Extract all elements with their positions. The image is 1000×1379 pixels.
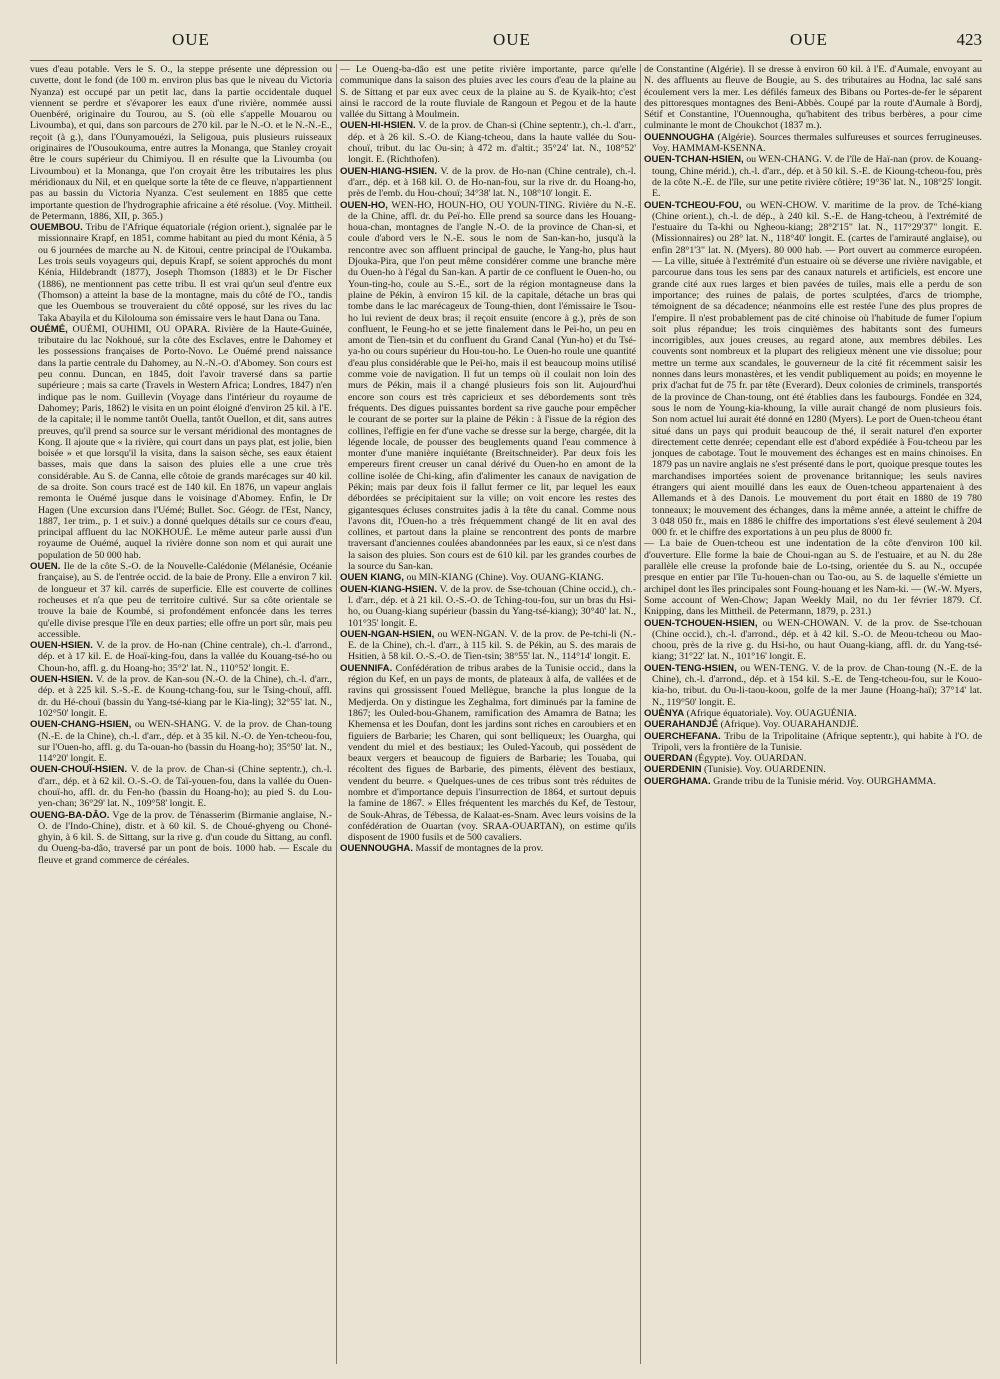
entry-text: ou MIN-KIANG (Chine). Voy. OUANG-KIANG. [406,572,604,584]
dictionary-entry [644,154,982,199]
entry-headword: OUEN-HO, [340,199,388,211]
entry-text: V. de la prov. de Sse-tchouan (Chine occid.), ch.-l. d'arr., dép. et à 21 kil. O.-S.-O. de Tching-tou-fou, sur un bras du Hsi-ho, ou Ouang-kiang supérieur (bassin du Yang-tsé-kiang); 30°40' lat. N., 101°35' longit. E. [348,583,636,629]
running-head-left: OUE [172,30,210,49]
entry-headword: OUEN-HIANG-HSIEN. [340,165,438,177]
dictionary-entry [340,663,636,844]
column-2 [340,64,636,1364]
entry-headword: OUERGHAMA. [644,775,711,787]
dictionary-entry [30,640,332,674]
entry-headword: OUEN-HI-HSIEN. [340,120,416,132]
entry-text: WEN-HO, HOUN-HO, OU YOUN-TING. Rivière du N.-E. de la Chine, affl. dr. du Peï-ho. Elle prend sa source dans les Houang-houa-chan, montagnes de l'angle N.-O. de la province de Chan-si, et coule d'abord vers le N.-E. sous le nom de San-kan-ho, jusqu'à la rencontre avec son affluent principal de gauche, le Yang-ho, plus haut Djouka-Pira, que l'on peut même considérer comme une branche mère du Ouen-ho à l'égal du San-kan. A partir de ce confluent le Ouen-ho, ou Youn-ting-ho, coule au S.-E., sort de la région montagneuse dans la plaine de Pékin, à environ 15 kil. de la capitale, détache un bras qui tombe dans le lac marécageux de Toung-thien, dont l'émissaire le Tsou-ho lui revient de deux bras; il reçoit ensuite (encore à g.), près de son confluent, le Feung-ho et se jette finalement dans le Peï-ho, un peu en amont de Tien-tsin et du confluent du Grand Canal (Yun-ho) et du Tsé-ya-ho ou cours supérieur du Hou-tou-ho. Le Ouen-ho roule une quantité d'eau plus considérable que le Peï-ho, mais il est beaucoup moins utilisé comme voie de navigation. Il fut un temps où il coulait non loin des murs de Pékin, mais il a changé plusieurs fois son lit. Aujourd'hui encore son cours est très capricieux et ses débordements sont très fréquents. Des digues puissantes bordent sa rive gauche pour empêcher le courant de se porter sur la plaine de Pékin : à l'issue de la région des collines, l'effigie en fer d'une vache se dresse sur la berge, chargée, dit la légende locale, de pousser des beuglements quand l'eau commence à monter d'une manière inquiétante (Breitschneider). Par deux fois les empereurs firent creuser un canal dérivé du Ouen-ho en amont de la colline isolée de Chi-king, afin d'alimenter les canaux de navigation de Pékin; mais par deux fois il fallut fermer ce lit, par lequel les eaux débordées se précipitaient sur la ville; on voit encore les restes des gigantesques écluses construites jadis à la tête du canal. Comme nous l'avons dit, l'Ouen-ho a très fréquemment changé de lit en aval des collines, et partout dans la plaine se rencontrent des ponts de marbre traversant d'anciennes coulées abandonnées par les eaux, si ce n'est dans la saison des pluies. Son cours est de 610 kil. par les grandes courbes de la source du San-kan. [348,199,636,573]
entry-headword: OUERDENIN [644,764,702,776]
dictionary-entry [644,731,982,754]
column-3 [644,64,982,1364]
dictionary-entry [30,324,332,561]
entry-text: — La baie de Ouen-tcheou est une indentation de la côte d'environ 100 kil. d'ouverture. Elle forme la baie de Choui-ngan au S. de l'estuaire, et au N. du 28e parallèle elle creuse la profonde baie de Lo-tsing, orientée du S. au N., occupée presque en entier par l'île Tu-houen-chan ou Tao-ou, au S. de laquelle s'émiette un archipel dont les îles principales sont Foung-houang et les Nam-ki. — (W.-W. Myers, Some account of Wen-Chow; Japan Weekly Mail, no du 1er février 1879. Cf. Knipping, dans les Mittheil. de Petermann, 1879, p. 231.) [644,538,982,618]
entry-headword: OUEN-CHOUÏ-HSIEN. [30,764,128,776]
entry-headword: OUEN-KIANG-HSIEN. [340,583,438,595]
entry-headword: OUEN. [30,561,61,573]
entry-text: (Algérie). Sources thermales sulfureuses et sources ferrugineuses. Voy. HAMMAM-KSENNA. [652,131,982,155]
dictionary-entry [644,708,982,719]
entry-text: V. de la prov. de Chan-si (Chine septentr.), ch.-l. d'arr., dép. et à 62 kil. O.-S.-O. de Taï-youen-fou, dans la vallée du Ouen-chouï-ho, affl. dr. du Fen-ho (bassin du Hoang-ho); au pied S. du Lou-yen-chan; 36°29' lat. N., 109°58' longit. E. [38,764,332,810]
page-number: 423 [956,30,982,49]
dictionary-entry [340,843,636,854]
entry-headword: OUEN-TENG-HSIEN, [644,662,737,674]
entry-headword: OUÉMÉ, [30,323,68,335]
dictionary-entry [644,132,982,155]
entry-text: ou WEN-NGAN. V. de la prov. de Pe-tchi-li (N.-E. de la Chine), ch.-l. d'arr., à 115 kil. S. de Pékin, au S. des marais de Hsitien, à 58 kil. O.-S.-O. de Tien-tsin; 38°55' lat. N., 114°14' longit. E. [348,628,636,663]
entry-headword: OUEN-TCHEOU-FOU, [644,199,742,211]
entry-headword: OUÈNYA [644,707,685,719]
entry-text: vues d'eau potable. Vers le S. O., la steppe présente une dépression ou cuvette, dont le fond (de 100 m. environ plus bas que le niveau du Victoria Nyanza) est occupé par un petit lac, dans la partie occidentale duquel viennent se perdre et s'évaporer les eaux d'une rivière, nommée aussi Ouenbéré, originaire du Tourou, au S. (où elle s'appelle Mouarou ou Livoumba), et qui, dans son parcours de 270 kil. par le N.-O. et le N.-N.-E., reçoit (à g.), dans l'Ounyamouézi, la Seligoua, puis plusieurs ruisseaux originaires de l'Ousoukouma, entre autres la Monanga, que Stanley croyait être le cours supérieur du Chimiyou. Il en résulte que la Livoumba (ou Livoumbou) et la Monanga, que l'on croyait être les tributaires les plus méridionaux du Nil, et en quelque sorte la tête de ce fleuve, n'appartiennent pas au bassin du Victoria Nyanza. C'est seulement en 1885 que cette importante question de l'hydrographie africaine a été résolue. (Voy. Mittheil. de Petermann, 1886, XII, p. 365.) [30,64,332,222]
dictionary-entry [644,776,982,787]
entry-text: Tribu de l'Afrique équatoriale (région orient.), signalée par le missionnaire Krapf, en 1851, comme habitant au pied du mont Kénia, à 5 ou 6 journées de marche au N. de Kitoui, centre principal de l'Oukamba. Les trois seuls voyageurs qui, depuis Krapf, se soient approchés du mont Kénia, Hildebrandt (1877), Joseph Thomson (1883) et le Dr Fischer (1886), ne mentionnent pas cette tribu. Il est vrai qu'un seul d'entre eux (Thomson) a atteint la base de la montagne, mais du côté de l'O., tandis que les Ouembous se trouveraient du côté opposé, sur les rives du lac Taka Abayila et du Kilolouma son émissaire vers le haut Dana ou Tana. [38,222,332,324]
entry-text: V. de la prov. de Kan-sou (N.-O. de la Chine), ch.-l. d'arr., dép. et à 225 kil. S.-S.-E. de Koung-tchang-fou, sur le Tsing-chouï, affl. dr. du Hé-chouï (bassin du Yang-tsé-kiang par le Kia-ling); 32°55' lat. N., 102°50' longit. E. [38,674,332,719]
entry-text: — Le Oueng-ba-dâo est une petite rivière importante, parce qu'elle communique dans la saison des pluies avec les cours d'eau de la plaine au S. de Sittang et par eux avec ceux de la plaine au S. de Kyaik-hto; c'est ainsi le raccord de la route fluviale de Rangoun et Pegou et de la haute vallée du Sittang à Moulmein. [340,64,636,121]
entry-text: de Constantine (Algérie). Il se dresse à environ 60 kil. à l'E. d'Aumale, envoyant au N. des affluents au fleuve de Bougie, au S. des tributaires au Hodna, lac salé sans écoulement vers la mer. Les défilés fameux des Bibans ou Portes-de-fer le séparent des pittoresques montagnes des Beni-Abbès. Coupé par la route d'Aumale à Bordj, Sétif et Constantine, l'Ouennougha, qu'habitent des tribus berbères, a pour cime culminante le mont de Choukchot (1837 m.). [644,64,982,132]
page-header [30,30,982,56]
dictionary-entry [340,572,636,583]
entry-continuation [644,64,982,132]
entry-headword: OUEN-CHANG-HSIEN, [30,719,132,731]
entry-text: Tribu de la Tripolitaine (Afrique septentr.), qui habite à l'O. de Tripoli, vers la frontière de la Tunisie. [652,730,982,753]
dictionary-entry [340,120,636,165]
entry-text: V. de la prov. de Chan-si (Chine septentr.), ch.-l. d'arr., dép. et à 26 kil. S.-O. de Kiang-tcheou, dans la haute vallée du Sou-chouï, tribut. du lac Ou-sin; à 472 m. d'altit.; 35°24' lat. N., 108°52' longit. E. (Richthofen). [348,120,636,166]
dictionary-entry [30,222,332,324]
entry-headword: OUEMBOU. [30,222,83,234]
dictionary-entry [30,561,332,640]
entry-headword: OUERAHANDJÉ [644,719,719,731]
entry-text: ou WEN-TENG. V. de la prov. de Chan-toung (N.-E. de la Chine), ch.-l. d'arrond., dép. et à 154 kil. S.-E. de Teng-tcheou-fou, sur le Kouo-kia-ho, tribut. du Ou-li-taou-koou, golfe de la mer Jaune (Hoang-haï); 37°14' lat. N., 119°50' longit. E. [652,662,982,708]
entry-text: ou WEN-SHANG. V. de la prov. de Chan-toung (N.-E. de la Chine), ch.-l. d'arr., dép. et à 35 kil. N.-O. de Yen-tcheou-fou, sur l'Ouen-ho, affl. g. du Ta-ouan-ho (bassin du Hoang-ho); 35°50' lat. N., 114°20' longit. E. [38,719,332,765]
column-divider-1 [336,64,337,1364]
column-divider-2 [640,64,641,1364]
entry-text: (Tunisie). Voy. OUARDENIN. [704,764,826,776]
entry-text: ou WEN-CHOWAN. V. de la prov. de Sse-tchouan (Chine occid.), ch.-l. d'arrond., dép. et à 42 kil. S.-O. de Meou-tcheou ou Mao-choou, près de la rive g. du Hsi-ho, ou haut Ouang-kiang, affl. dr. du Yang-tsé-kiang; 31°22' lat. N., 101°16' longit. E. [652,617,982,663]
entry-headword: OUEN-TCHAN-HSIEN, [644,154,744,166]
entry-headword: OUENNIFA. [340,662,393,674]
entry-headword: OUERCHEFANA. [644,730,721,742]
entry-text: ou WEN-CHANG. V. de l'île de Haï-nan (prov. de Kouang-toung, Chine mérid.), ch.-l. d'arr., dép. et à 50 kil. S.-E. de Kioung-tcheou-fou, près de la côte N.-E. de l'île, sur une petite rivière côtière; 19°36' lat. N., 108°25' longit. E. [652,154,982,200]
entry-text: Grande tribu de la Tunisie mérid. Voy. OURGHAMMA. [713,775,936,787]
dictionary-entry [30,810,332,866]
dictionary-entry [644,764,982,775]
dictionary-entry [340,166,636,200]
entry-text: Ile de la côte S.-O. de la Nouvelle-Calédonie (Mélanésie, Océanie française), au S. de l'entrée occid. de la baie de Prony. Elle a environ 7 kil. de longueur et 37 kil. carrés de superficie. Elle est couverte de collines rocheuses et n'a que peu de territoire cultivé. Sur sa côte orientale se trouve la baie de Koumbé, si profondément enfoncée dans les terres qu'elle divise presque l'île en deux parties; elle offre un port sûr, mais peu accessible. [38,561,332,640]
entry-text: ou WEN-CHOW. V. maritime de la prov. de Tché-kiang (Chine orient.), ch.-l. de dép., à 240 kil. S.-E. de Hang-tcheou, à l'extrémité de l'estuaire du Ta-khi ou Ngheou-kiang; 28°2'15" lat. N., 117°29'37" longit. E. (Missionnaires) ou 28° lat. N., 118°40' longit. E. (cartes de l'amirauté anglaise), ou enfin 28°1'3" lat. N. (Myers). 80 000 hab. — Port ouvert au commerce européen. — La ville, située à l'extrémité d'un estuaire où se déverse une rivière navigable, et parcourue dans tous les sens par des canaux naturels et artificiels, est encore une grande cité aux rues larges et bien pavées de tuiles, mais elle a perdu de son importance; des ruines de palais, de portes sculptées, d'arcs de triomphe, témoignent de sa décadence; néanmoins elle est restée l'une des plus propres de l'empire. Il n'est probablement pas de cité chinoise où l'habitude de fumer l'opium soit plus répandue; les trois cinquièmes des habitants sont des fumeurs incorrigibles, aux joues creuses, au regard atone, aux membres débiles. Les couvents sont nombreux et la plupart des religieux mènent une vie dissolue; pour mettre un terme aux scandales, le gouverneur de la cité fit récemment saisir les nonnes dans leurs monastères, et les vendit publiquement au poids; en moyenne le prix d'achat fut de 75 fr. par tête (Everard). Deux colonies de criminels, transportés de la province de Chan-toung, ont été établies dans les faubourgs. Fondée en 324, sous le nom de Young-kia-khoung, la ville aurait changé de nom plusieurs fois. Son nom actuel lui aurait été donné en 1280 (Myers). Le port de Ouen-tcheou étant situé dans un pays qui produit beaucoup de thé, il serait naturel d'en exporter directement cette denrée; cependant elle est d'abord expédiée à Fou-tcheou par les jonques de cabotage. Tout le mouvement des échanges est en mains chinoises. En 1879 pas un navire anglais ne s'est présenté dans le port, quoique presque toutes les marchandises importées soient de provenance britannique; les seuls navires étrangers qui aient mouillé dans les eaux de Ouen-tcheou appartenaient à des Allemands et à des Danois. Le mouvement du port était en 1880 de 19 780 tonneaux; le mouvement des échanges, dans la même année, a atteint le chiffre de 3 048 050 fr., mais en 1886 le chiffre des importations s'est élevé seulement à 204 000 fr. et le chiffre des exportations à un peu plus de 8000 fr. [652,199,982,539]
entry-continuation [644,538,982,617]
entry-headword: OUEN-HSIEN. [30,640,93,652]
entry-headword: OUENG-BA-DÂO. [30,809,110,821]
dictionary-entry [644,719,982,730]
entry-text: (Afrique). Voy. OUARAHANDJÉ. [720,719,859,731]
dictionary-entry [644,663,982,708]
dictionary-entry [340,629,636,663]
dictionary-entry [340,200,636,573]
entry-text: Vge de la prov. de Ténasserim (Birmanie anglaise, N.-O. de l'Indo-Chine), distr. et à 60 kil. S. de Choué-ghyeng ou Choné-ghyin, à 6 kil. S. de Sittang, sur la rive g. d'un coude du Sittang, au confl. du Oueng-ba-dâo, traversé par un pont de bois. 1000 hab. — Escale du fleuve et grand commerce de céréales. [38,809,332,866]
entry-text: V. de la prov. de Ho-nan (Chine centrale), ch.-l. d'arrond., dép. et à 17 kil. E. de Hoaï-king-fou, dans la vallée du Kouang-tsé-ho ou Choun-ho, affl. g. du Hoang-ho; 35°2' lat. N., 110°52' longit. E. [38,640,332,674]
dictionary-entry [30,674,332,719]
entry-text: Confédération de tribus arabes de la Tunisie occid., dans la région du Kef, en un pays de monts, de plateaux à alfa, de vallées et de ravins qui grossissent l'oued Mellègue, branche la plus longue de la Medjerda. On y distingue les Zeghalma, fort diminués par la famine de 1867; les Ouled-bou-Ghanem, ramification des Amamra de Batna; les Khemensa et les Doufan, dont les jardins sont riches en caroubiers et en figuiers de Barbarie; les Charen, qui sont belliqueux; les Ouargha, qui vendent du miel et des bestiaux; les Ouled-Yacoub, qui possèdent de beaux vergers et beaucoup de figuiers de Barbarie; les Touaba, qui récoltent des figues de Barbarie, des piments, élèvent des bestiaux, vendent du beurre. « Quelques-unes de ces tribus sont très réduites de nombre et d'importance depuis l'insurrection de 1864, et surtout depuis la famine de 1867. » Elles fréquentent les marchés du Kef, de Testour, de Souk-Ahras, de Tébessa, de Kalaat-es-Snam. Avec leurs voisins de la confédération de Ouartan (voy. SRAA-OUARTAN), on estime qu'ils disposent de 1900 fusils et de 500 cavaliers. [348,662,636,844]
dictionary-entry [644,753,982,764]
running-head-right: OUE [790,30,828,49]
dictionary-entry [340,584,636,629]
entry-headword: OUENNOUGHA. [340,843,414,855]
entry-headword: OUERDAN [644,753,693,765]
header-rule [30,60,982,61]
entry-headword: OUEN-NGAN-HSIEN, [340,628,435,640]
entry-text: V. de la prov. de Ho-nan (Chine centrale), ch.-l. d'arr., dép. et à 168 kil. O. de Ho-nan-fou, sur la rive dr. du Hoang-ho, près de l'emb. du Hou-chouï; 34°38' lat. N., 108°10' longit. E. [348,165,636,200]
entry-continuation [30,64,332,222]
entry-text: (Égypte). Voy. OUARDAN. [694,753,807,765]
entry-headword: OUEN KIANG, [340,572,404,584]
dictionary-entry [644,618,982,663]
entry-text: (Afrique équatoriale). Voy. OUAGUÉNIA. [686,707,857,719]
dictionary-entry [30,719,332,764]
entry-text: Massif de montagnes de la prov. [415,843,544,855]
column-1 [30,64,332,1364]
entry-text: OUÉMI, OUHIMI, OU OPARA. Rivière de la Haute-Guinée, tributaire du lac Nokhoué, sur la côte des Esclaves, entre le Dahomey et les possessions françaises de Porto-Novo. Le Ouémé prend naissance dans la partie centrale du Dahomey, au N.-N.-O. d'Abomey. Son cours est peu connu. Duncan, en 1845, doit l'avoir traversé dans sa partie supérieure ; mais sa carte (Travels in Western Africa; Londres, 1847) n'en indique pas le nom. Guillevin (Voyage dans l'intérieur du royaume de Dahomey; Paris, 1862) le visita en un point éloigné d'environ 25 kil. à l'E. de la capitale; il le nomme tantôt Ouella, tantôt Ouellon, et dit, sans autres preuves, qu'il prend sa source sur le versant méridional des montagnes de Kong. Il ajoute que « la rivière, qui court dans un pays plat, est jolie, bien boisée » et que lorsqu'il la visita, dans la saison sèche, ses eaux étaient basses, mais que dans la saison des pluies elle a une crue très considérable. Au S. de Canna, elle côtoie de grands marécages sur 40 kil. de sa droite. Son cours tracé est de 140 kil. En 1876, un vapeur anglais remonta le Ouémé jusque dans le voisinage d'Abomey. Enfin, le Dr Hagen (Une excursion dans l'Uémé; Bullet. Soc. Géogr. de l'Est, Nancy, 1887, 1er trim., p. 1 et suiv.) a donné quelques détails sur ce cours d'eau, principal affluent du lac NOKHOUÉ. Le même auteur parle aussi d'un royaume de Ouémé, auquel la rivière donne son nom et qui aurait une population de 50 000 hab. [38,323,332,561]
entry-headword: OUENNOUGHA [644,131,715,143]
dictionary-entry [30,764,332,809]
entry-continuation [340,64,636,120]
entry-headword: OUEN-TCHOUEN-HSIEN, [644,617,758,629]
entry-headword: OUEN-HSIEN. [30,674,93,686]
dictionary-entry [644,200,982,539]
running-head-center: OUE [493,30,531,49]
